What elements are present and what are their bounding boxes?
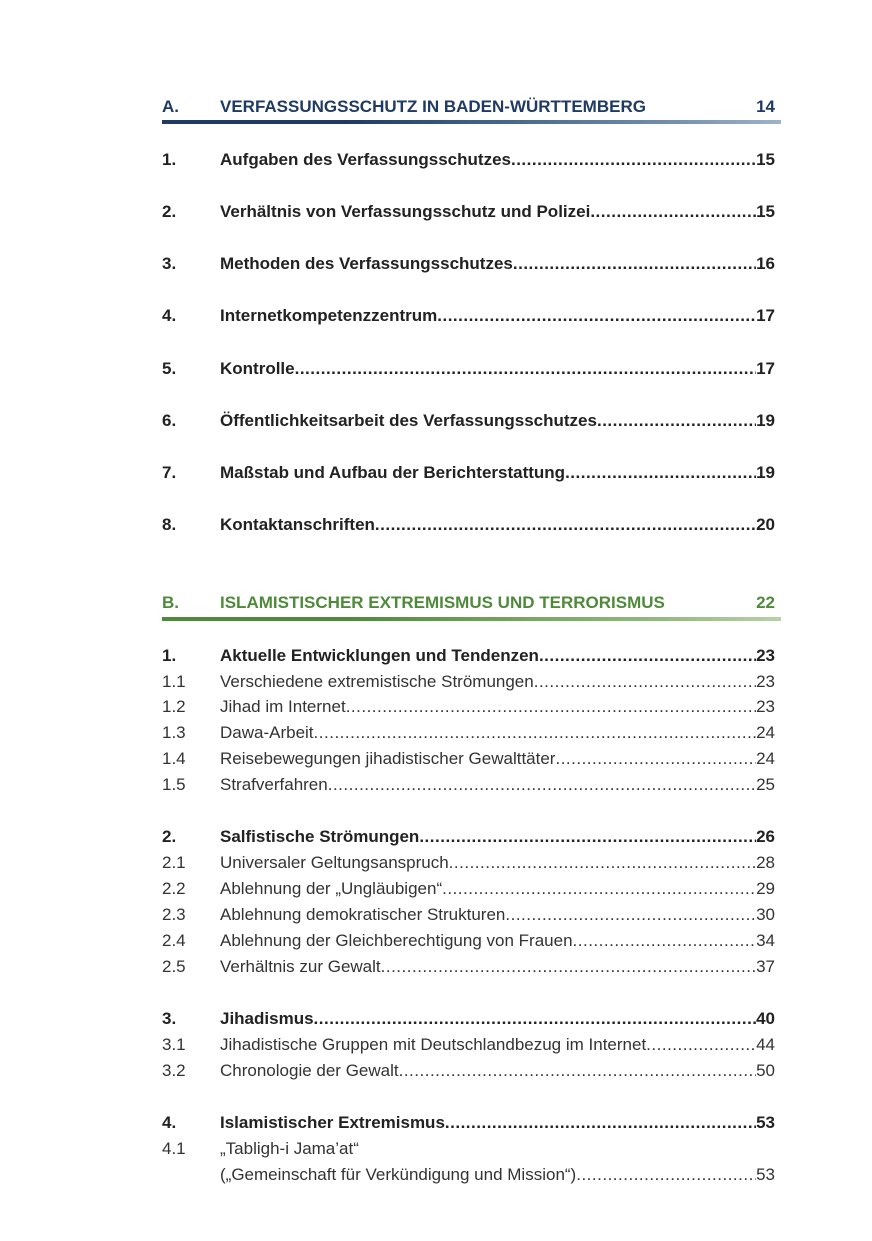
entry-title: Verschiedene extremistische Strömungen <box>220 672 534 691</box>
entry-page: 34 <box>756 931 775 950</box>
entry-number: 4. <box>162 306 177 325</box>
dot-leader <box>576 1163 756 1187</box>
entry-number: 4.1 <box>162 1139 186 1158</box>
entry-page: 19 <box>756 411 775 430</box>
entry-number: 1. <box>162 150 177 169</box>
entry-page: 17 <box>756 306 775 325</box>
toc-entry <box>162 1007 775 1031</box>
section-a-page: 14 <box>756 97 775 116</box>
toc-entry <box>162 148 775 172</box>
entry-title: Ablehnung demokratischer Strukturen <box>220 905 506 924</box>
entry-page: 53 <box>756 1165 775 1184</box>
entry-number: 1.3 <box>162 723 186 742</box>
dot-leader <box>419 825 756 849</box>
dot-leader <box>590 200 756 224</box>
entry-title: Jihad im Internet <box>220 697 346 716</box>
toc-subentry <box>162 1137 775 1161</box>
entry-number: 3.1 <box>162 1035 186 1054</box>
dot-leader <box>513 252 756 276</box>
entry-title-line1: „Tabligh-i Jama’at“ <box>220 1139 359 1158</box>
entry-title: („Gemeinschaft für Verkündigung und Mission“) <box>220 1165 577 1184</box>
entry-title: Universaler Geltungsanspruch <box>220 853 449 872</box>
dot-leader <box>314 721 757 745</box>
dot-leader <box>295 357 756 381</box>
toc-subentry <box>162 877 775 901</box>
entry-title: Methoden des Verfassungsschutzes <box>220 254 513 273</box>
entry-page: 28 <box>756 853 775 872</box>
entry-title: Aktuelle Entwicklungen und Tendenzen <box>220 646 539 665</box>
dot-leader <box>539 644 756 668</box>
entry-number: 7. <box>162 463 177 482</box>
dot-leader <box>346 695 756 719</box>
entry-page: 44 <box>756 1035 775 1054</box>
dot-leader <box>399 1059 756 1083</box>
section-a-letter: A. <box>162 97 179 116</box>
entry-title: Reisebewegungen jihadistischer Gewalttäter <box>220 749 556 768</box>
section-b-underline <box>162 617 781 621</box>
entry-page: 19 <box>756 463 775 482</box>
entry-title: Salfistische Strömungen <box>220 827 420 846</box>
dot-leader <box>445 1111 756 1135</box>
toc-entry <box>162 644 775 668</box>
toc-subentry <box>162 903 775 927</box>
entry-number: 2.3 <box>162 905 186 924</box>
entry-title: Dawa-Arbeit <box>220 723 314 742</box>
entry-page: 40 <box>756 1009 775 1028</box>
entry-number: 2.5 <box>162 957 186 976</box>
entry-number: 2.4 <box>162 931 186 950</box>
entry-number: 1.2 <box>162 697 186 716</box>
dot-leader <box>328 773 756 797</box>
dot-leader <box>511 148 756 172</box>
dot-leader <box>381 955 756 979</box>
dot-leader <box>505 903 756 927</box>
entry-title: Öffentlichkeitsarbeit des Verfassungsschutzes <box>220 411 597 430</box>
toc-subentry <box>162 955 775 979</box>
dot-leader <box>555 747 756 771</box>
section-a-title: VERFASSUNGSSCHUTZ IN BADEN-WÜRTTEMBERG <box>220 97 646 116</box>
entry-page: 15 <box>756 150 775 169</box>
entry-title: Jihadistische Gruppen mit Deutschlandbezug im Internet <box>220 1035 647 1054</box>
toc-subentry <box>162 851 775 875</box>
section-a-underline <box>162 120 781 124</box>
entry-page: 17 <box>756 359 775 378</box>
entry-page: 29 <box>756 879 775 898</box>
section-b-title: ISLAMISTISCHER EXTREMISMUS UND TERRORISMUS <box>220 593 665 612</box>
toc-subentry <box>162 695 775 719</box>
toc-subentry <box>162 1059 775 1083</box>
entry-title: Islamistischer Extremismus <box>220 1113 445 1132</box>
entry-number: 6. <box>162 411 177 430</box>
entry-number: 2. <box>162 827 177 846</box>
entry-page: 24 <box>756 723 775 742</box>
toc-entry <box>162 252 775 276</box>
toc-subentry <box>162 721 775 745</box>
entry-number: 2. <box>162 202 177 221</box>
toc-subentry <box>162 773 775 797</box>
toc-entry <box>162 461 775 485</box>
entry-number: 1. <box>162 646 177 665</box>
entry-title: Aufgaben des Verfassungsschutzes <box>220 150 511 169</box>
entry-number: 2.1 <box>162 853 186 872</box>
entry-number: 3. <box>162 1009 177 1028</box>
toc-entry <box>162 1111 775 1135</box>
entry-page: 15 <box>756 202 775 221</box>
section-b-page: 22 <box>756 593 775 612</box>
entry-number: 1.1 <box>162 672 186 691</box>
entry-number: 3. <box>162 254 177 273</box>
entry-page: 16 <box>756 254 775 273</box>
entry-title: Kontrolle <box>220 359 295 378</box>
entry-title: Verhältnis von Verfassungsschutz und Polizei <box>220 202 591 221</box>
entry-page: 24 <box>756 749 775 768</box>
dot-leader <box>375 513 756 537</box>
entry-page: 50 <box>756 1061 775 1080</box>
entry-page: 23 <box>756 697 775 716</box>
toc-entry <box>162 409 775 433</box>
entry-page: 23 <box>756 672 775 691</box>
entry-number: 5. <box>162 359 177 378</box>
dot-leader <box>597 409 756 433</box>
toc-subentry <box>162 1033 775 1057</box>
toc-entry <box>162 513 775 537</box>
entry-title: Kontaktanschriften <box>220 515 375 534</box>
dot-leader <box>437 304 756 328</box>
toc-subentry <box>162 929 775 953</box>
entry-number: 3.2 <box>162 1061 186 1080</box>
toc-entry <box>162 200 775 224</box>
entry-page: 53 <box>756 1113 775 1132</box>
entry-title: Strafverfahren <box>220 775 328 794</box>
section-b-heading <box>162 591 775 619</box>
dot-leader <box>573 929 757 953</box>
entry-number: 1.4 <box>162 749 186 768</box>
toc-subentry-continuation <box>162 1163 775 1187</box>
entry-title: Ablehnung der „Ungläubigen“ <box>220 879 443 898</box>
entry-title: Ablehnung der Gleichberechtigung von Frauen <box>220 931 573 950</box>
dot-leader <box>534 670 756 694</box>
entry-page: 37 <box>756 957 775 976</box>
toc-entry <box>162 357 775 381</box>
dot-leader <box>565 461 756 485</box>
section-b-letter: B. <box>162 593 179 612</box>
dot-leader <box>314 1007 757 1031</box>
entry-title: Internetkompetenzzentrum <box>220 306 438 325</box>
dot-leader <box>646 1033 756 1057</box>
toc-subentry <box>162 747 775 771</box>
entry-page: 25 <box>756 775 775 794</box>
toc-subentry <box>162 670 775 694</box>
entry-title: Jihadismus <box>220 1009 314 1028</box>
dot-leader <box>449 851 756 875</box>
entry-title: Chronologie der Gewalt <box>220 1061 399 1080</box>
toc-entry <box>162 304 775 328</box>
entry-title: Maßstab und Aufbau der Berichterstattung <box>220 463 566 482</box>
section-a-heading <box>162 95 775 123</box>
entry-page: 26 <box>756 827 775 846</box>
entry-page: 23 <box>756 646 775 665</box>
entry-number: 8. <box>162 515 177 534</box>
entry-number: 2.2 <box>162 879 186 898</box>
toc-entry <box>162 825 775 849</box>
entry-number: 1.5 <box>162 775 186 794</box>
entry-page: 20 <box>756 515 775 534</box>
entry-title: Verhältnis zur Gewalt <box>220 957 381 976</box>
dot-leader <box>442 877 756 901</box>
entry-page: 30 <box>756 905 775 924</box>
entry-number: 4. <box>162 1113 177 1132</box>
